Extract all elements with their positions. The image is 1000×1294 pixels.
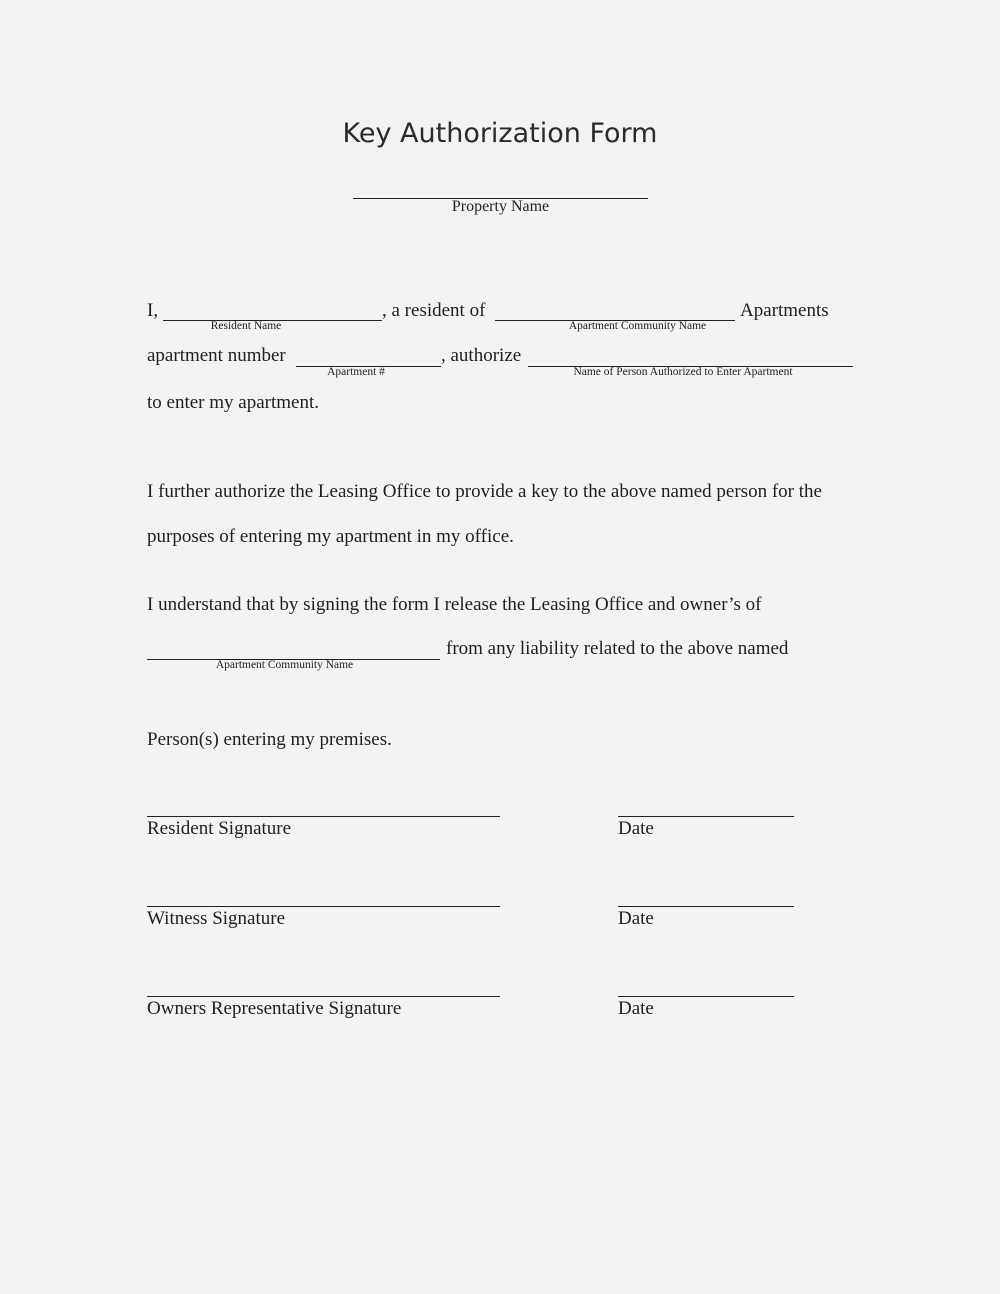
owners-rep-signature-field[interactable] [147,996,500,997]
resident-signature-label: Resident Signature [147,818,292,839]
resident-of-text: , a resident of [382,300,486,321]
apartment-number-caption: Apartment # [327,366,385,378]
resident-date-label: Date [618,818,654,839]
authorize-text: , authorize [441,345,522,366]
witness-signature-label: Witness Signature [147,908,286,929]
owners-rep-signature-label: Owners Representative Signature [147,998,402,1019]
apartment-number-text: apartment number [147,345,286,366]
to-enter-text: to enter my apartment. [147,392,319,413]
community-name-caption-2: Apartment Community Name [215,659,354,671]
para3-line3: Person(s) entering my premises. [147,729,392,750]
resident-date-field[interactable] [618,816,794,817]
apartments-text: Apartments [740,300,829,321]
witness-signature-field[interactable] [147,906,500,907]
form-title: Key Authorization Form [342,118,658,149]
resident-name-caption: Resident Name [210,320,282,332]
witness-date-field[interactable] [618,906,794,907]
para2-line1: I further authorize the Leasing Office to provide a key to the above named person for the [147,481,822,502]
property-name-caption: Property Name [451,198,550,215]
owners-rep-date-field[interactable] [618,996,794,997]
para3-line1: I understand that by signing the form I release the Leasing Office and owner’s of [147,594,762,615]
community-name-caption: Apartment Community Name [568,320,707,332]
para2-line2: purposes of entering my apartment in my office. [147,526,514,547]
para3-line2: from any liability related to the above named [446,638,789,659]
i-prefix: I, [147,300,159,321]
resident-signature-field[interactable] [147,816,500,817]
authorized-person-caption: Name of Person Authorized to Enter Apartment [573,366,793,378]
witness-date-label: Date [618,908,654,929]
owners-rep-date-label: Date [618,998,654,1019]
